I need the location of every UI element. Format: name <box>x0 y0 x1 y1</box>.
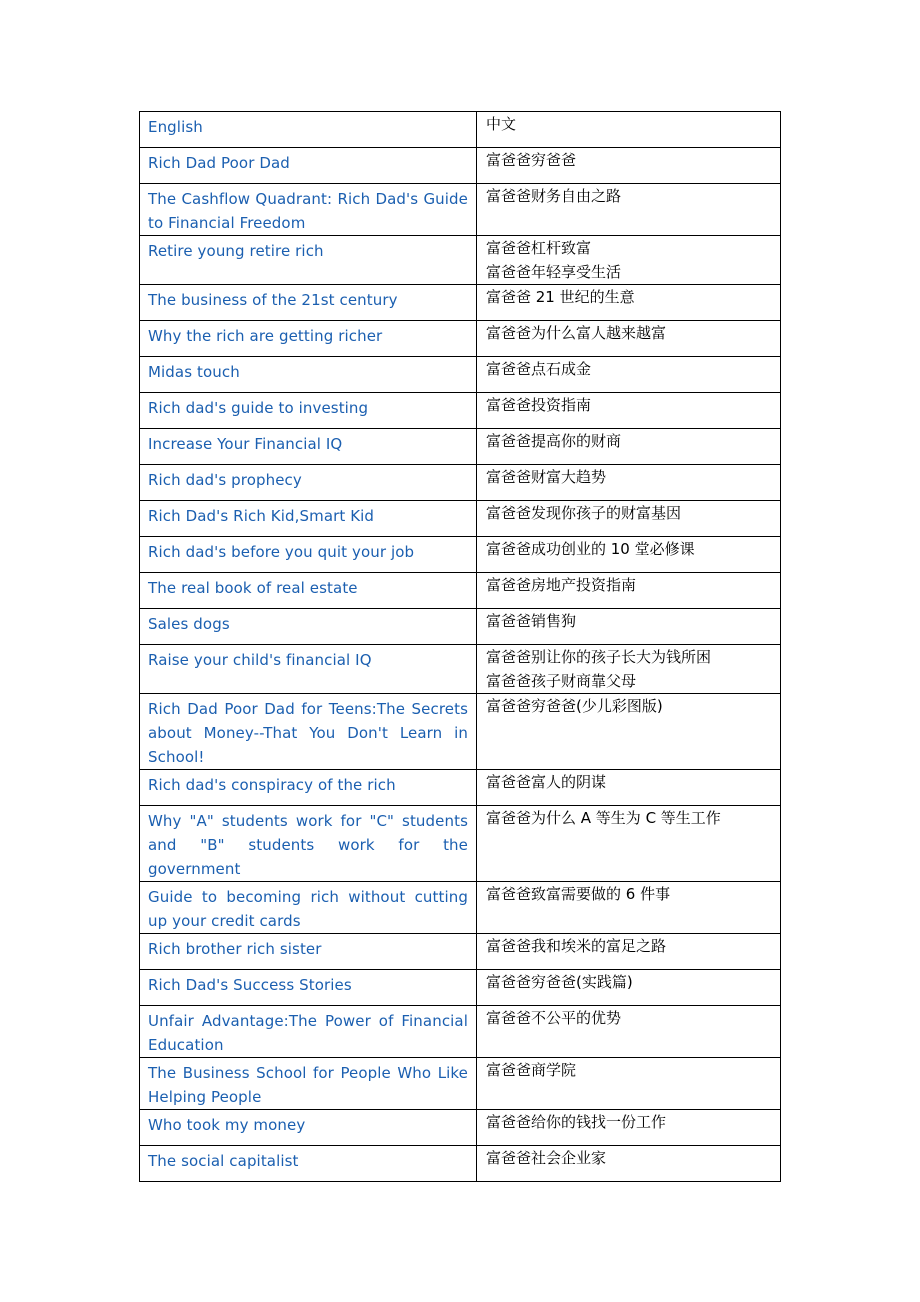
english-title-cell: Rich brother rich sister <box>140 934 477 970</box>
chinese-title-cell <box>477 609 781 645</box>
table-row <box>140 465 781 501</box>
table-row <box>140 184 781 236</box>
table-row <box>140 645 781 694</box>
chinese-title-cell <box>477 882 781 934</box>
chinese-title-line: 富爸爸穷爸爸(实践篇) <box>486 973 633 991</box>
table-body <box>140 112 781 1182</box>
chinese-title-line: 富爸爸商学院 <box>486 1061 577 1079</box>
chinese-title-cell <box>477 357 781 393</box>
chinese-title-cell <box>477 806 781 882</box>
chinese-title-cell <box>477 148 781 184</box>
english-title-cell: Rich dad's before you quit your job <box>140 537 477 573</box>
chinese-title-line: 富爸爸富人的阴谋 <box>486 773 607 791</box>
english-title-cell: The real book of real estate <box>140 573 477 609</box>
chinese-title-cell <box>477 1146 781 1182</box>
table-row <box>140 1006 781 1058</box>
english-title-cell: Rich dad's guide to investing <box>140 393 477 429</box>
chinese-title-cell <box>477 429 781 465</box>
table-row <box>140 1058 781 1110</box>
chinese-title-cell <box>477 1006 781 1058</box>
table-row <box>140 970 781 1006</box>
table-row <box>140 321 781 357</box>
english-title-cell: Rich dad's conspiracy of the rich <box>140 770 477 806</box>
table-header-row <box>140 112 781 148</box>
english-title-cell: Rich Dad Poor Dad for Teens:The Secrets about Money--That You Don't Learn in School! <box>140 694 477 770</box>
english-title-cell: Rich Dad's Success Stories <box>140 970 477 1006</box>
chinese-title-line: 富爸爸孩子财商靠父母 <box>486 672 637 690</box>
header-english: English <box>140 112 477 148</box>
table-row <box>140 501 781 537</box>
english-title-cell: Rich Dad Poor Dad <box>140 148 477 184</box>
chinese-title-line: 富爸爸社会企业家 <box>486 1149 607 1167</box>
english-title-cell: The social capitalist <box>140 1146 477 1182</box>
chinese-title-cell <box>477 934 781 970</box>
chinese-title-cell <box>477 645 781 694</box>
english-title-cell: Unfair Advantage:The Power of Financial Education <box>140 1006 477 1058</box>
chinese-title-cell <box>477 393 781 429</box>
table-row <box>140 285 781 321</box>
english-title-cell: Retire young retire rich <box>140 236 477 285</box>
chinese-title-cell <box>477 321 781 357</box>
chinese-title-cell <box>477 184 781 236</box>
table-row <box>140 1146 781 1182</box>
chinese-title-line: 富爸爸为什么 A 等生为 C 等生工作 <box>486 809 721 827</box>
english-title-cell: The business of the 21st century <box>140 285 477 321</box>
english-title-cell: Increase Your Financial IQ <box>140 429 477 465</box>
english-title-cell: The Cashflow Quadrant: Rich Dad's Guide to Financial Freedom <box>140 184 477 236</box>
table-row <box>140 429 781 465</box>
table-row <box>140 537 781 573</box>
chinese-title-cell <box>477 970 781 1006</box>
table-row <box>140 770 781 806</box>
english-title-cell: Rich dad's prophecy <box>140 465 477 501</box>
chinese-title-line: 富爸爸房地产投资指南 <box>486 576 637 594</box>
chinese-title-cell <box>477 537 781 573</box>
chinese-title-cell <box>477 285 781 321</box>
english-title-cell: Midas touch <box>140 357 477 393</box>
chinese-title-cell <box>477 236 781 285</box>
chinese-title-line: 富爸爸别让你的孩子长大为钱所困 <box>486 648 712 666</box>
chinese-title-line: 富爸爸成功创业的 10 堂必修课 <box>486 540 695 558</box>
chinese-title-cell <box>477 465 781 501</box>
table-row <box>140 393 781 429</box>
chinese-title-line: 富爸爸穷爸爸(少儿彩图版) <box>486 697 663 715</box>
chinese-title-line: 富爸爸财务自由之路 <box>486 187 622 205</box>
chinese-title-cell <box>477 770 781 806</box>
chinese-title-line: 富爸爸投资指南 <box>486 396 592 414</box>
english-title-cell: Sales dogs <box>140 609 477 645</box>
table-row <box>140 609 781 645</box>
chinese-title-line: 富爸爸点石成金 <box>486 360 592 378</box>
chinese-title-cell <box>477 573 781 609</box>
english-title-cell: Raise your child's financial IQ <box>140 645 477 694</box>
chinese-title-cell <box>477 1058 781 1110</box>
header-chinese <box>477 112 781 148</box>
chinese-title-line: 富爸爸发现你孩子的财富基因 <box>486 504 682 522</box>
english-title-cell: Guide to becoming rich without cutting up your credit cards <box>140 882 477 934</box>
chinese-title-line: 富爸爸年轻享受生活 <box>486 263 622 281</box>
table-row <box>140 934 781 970</box>
table-row <box>140 1110 781 1146</box>
chinese-title-line: 富爸爸我和埃米的富足之路 <box>486 937 667 955</box>
english-title-cell: The Business School for People Who Like Helping People <box>140 1058 477 1110</box>
table-row <box>140 806 781 882</box>
chinese-title-cell <box>477 501 781 537</box>
english-title-cell: Who took my money <box>140 1110 477 1146</box>
english-title-cell: Why the rich are getting richer <box>140 321 477 357</box>
chinese-title-line: 富爸爸销售狗 <box>486 612 577 630</box>
chinese-title-cell <box>477 1110 781 1146</box>
table-row <box>140 573 781 609</box>
chinese-title-line: 富爸爸财富大趋势 <box>486 468 607 486</box>
chinese-title-cell <box>477 694 781 770</box>
book-title-table <box>139 111 781 1182</box>
chinese-title-line: 富爸爸 21 世纪的生意 <box>486 288 635 306</box>
table-row <box>140 148 781 184</box>
header-chinese-label: 中文 <box>486 115 517 133</box>
chinese-title-line: 富爸爸不公平的优势 <box>486 1009 622 1027</box>
table-row <box>140 357 781 393</box>
table-row <box>140 882 781 934</box>
chinese-title-line: 富爸爸给你的钱找一份工作 <box>486 1113 667 1131</box>
chinese-title-line: 富爸爸致富需要做的 6 件事 <box>486 885 671 903</box>
table-row <box>140 694 781 770</box>
chinese-title-line: 富爸爸杠杆致富 <box>486 239 592 257</box>
chinese-title-line: 富爸爸提高你的财商 <box>486 432 622 450</box>
chinese-title-line: 富爸爸穷爸爸 <box>486 151 577 169</box>
table-row <box>140 236 781 285</box>
english-title-cell: Why "A" students work for "C" students and "B" students work for the government <box>140 806 477 882</box>
english-title-cell: Rich Dad's Rich Kid,Smart Kid <box>140 501 477 537</box>
chinese-title-line: 富爸爸为什么富人越来越富 <box>486 324 667 342</box>
